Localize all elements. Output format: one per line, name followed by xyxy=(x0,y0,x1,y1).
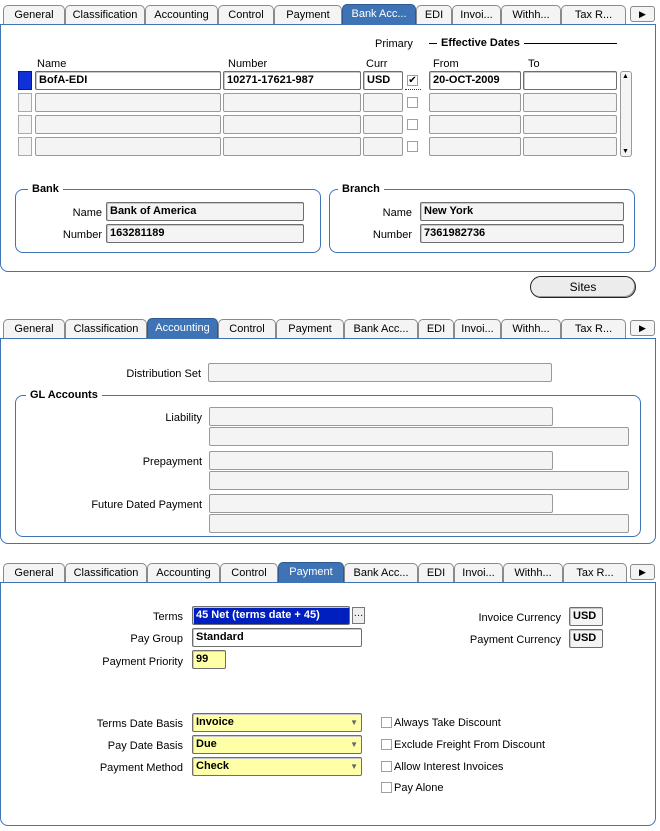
tab-withholding[interactable]: Withh... xyxy=(503,563,563,583)
gl-accounts-title: GL Accounts xyxy=(26,389,102,401)
ellipsis-icon[interactable]: … xyxy=(352,607,365,624)
tab-payment[interactable]: Payment xyxy=(276,319,344,339)
rows-scrollbar[interactable] xyxy=(620,71,632,157)
terms-field[interactable]: 45 Net (terms date + 45) xyxy=(192,606,350,625)
pay-alone-label: Pay Alone xyxy=(394,782,444,794)
terms-date-basis-select[interactable] xyxy=(192,713,362,732)
pay-date-basis-label: Pay Date Basis xyxy=(107,740,183,752)
branch-number-field[interactable]: 7361982736 xyxy=(420,224,624,243)
tab-scroll-right-icon[interactable]: ▶ xyxy=(630,320,655,336)
tab-control[interactable]: Control xyxy=(218,5,274,25)
liability-account-field[interactable] xyxy=(209,407,553,426)
invoice-currency-field[interactable]: USD xyxy=(569,607,603,626)
payment-currency-label: Payment Currency xyxy=(469,634,561,646)
always-take-discount-checkbox[interactable] xyxy=(381,717,392,728)
future-dated-payment-field[interactable] xyxy=(209,494,553,513)
bank-account-number-field[interactable] xyxy=(223,115,361,134)
payment-method-label: Payment Method xyxy=(99,762,183,774)
tab-invoice[interactable]: Invoi... xyxy=(454,319,501,339)
primary-checkbox[interactable] xyxy=(407,97,418,108)
branch-group xyxy=(329,183,635,253)
tab-bank-accounts[interactable]: Bank Acc... xyxy=(342,4,416,25)
pay-alone-checkbox[interactable] xyxy=(381,782,392,793)
sites-button[interactable] xyxy=(530,276,636,298)
scroll-down-icon[interactable]: ▼ xyxy=(622,148,629,155)
tab-withholding[interactable]: Withh... xyxy=(501,319,561,339)
bank-account-name-field[interactable] xyxy=(35,115,221,134)
pay-date-basis-value: Due xyxy=(196,738,217,750)
tab-bank-accounts[interactable]: Bank Acc... xyxy=(344,563,418,583)
bank-account-number-field[interactable]: 10271-17621-987 xyxy=(223,71,361,90)
bank-group xyxy=(15,183,321,253)
tab-classification[interactable]: Classification xyxy=(65,563,147,583)
liability-label: Liability xyxy=(165,412,202,424)
tab-control[interactable]: Control xyxy=(218,319,276,339)
allow-interest-label: Allow Interest Invoices xyxy=(394,761,504,773)
tab-withholding[interactable]: Withh... xyxy=(501,5,561,25)
effective-dates-header: Effective Dates xyxy=(437,37,524,49)
bank-account-name-field[interactable] xyxy=(35,93,221,112)
payment-method-value: Check xyxy=(196,760,230,772)
row-indicator[interactable] xyxy=(18,115,32,134)
bank-account-number-field[interactable] xyxy=(223,137,361,156)
tab-control[interactable]: Control xyxy=(220,563,278,583)
always-take-discount-label: Always Take Discount xyxy=(394,717,501,729)
bank-accounts-panel xyxy=(0,24,656,272)
sites-button-label: Sites xyxy=(569,280,597,294)
tab-accounting[interactable]: Accounting xyxy=(147,318,218,339)
payment-currency-field[interactable]: USD xyxy=(569,629,603,648)
bank-name-label: Name xyxy=(72,207,102,219)
primary-checkbox[interactable] xyxy=(407,119,418,130)
effective-from-field[interactable] xyxy=(429,115,521,134)
bank-account-number-field[interactable] xyxy=(223,93,361,112)
bank-number-label: Number xyxy=(62,229,102,241)
gl-accounts-group xyxy=(15,389,641,537)
tab-payment[interactable]: Payment xyxy=(274,5,342,25)
row-indicator[interactable] xyxy=(18,93,32,112)
tab-tax-reporting[interactable]: Tax R... xyxy=(563,563,627,583)
effective-from-field[interactable] xyxy=(429,137,521,156)
tab-bank-accounts[interactable]: Bank Acc... xyxy=(344,319,418,339)
distribution-set-label: Distribution Set xyxy=(126,368,201,380)
accounting-panel xyxy=(0,338,656,544)
branch-name-field[interactable]: New York xyxy=(420,202,624,221)
future-dated-description-field xyxy=(209,514,629,533)
tab-accounting[interactable]: Accounting xyxy=(145,5,218,25)
primary-header: Primary xyxy=(375,38,413,50)
payment-method-select[interactable] xyxy=(192,757,362,776)
allow-interest-checkbox[interactable] xyxy=(381,761,392,772)
branch-number-label: Number xyxy=(372,229,412,241)
tab-tax-reporting[interactable]: Tax R... xyxy=(561,5,626,25)
effective-to-field[interactable] xyxy=(523,115,617,134)
primary-checkbox[interactable] xyxy=(407,141,418,152)
tab-edi[interactable]: EDI xyxy=(416,5,452,25)
currency-field[interactable] xyxy=(363,93,403,112)
future-dated-payment-label: Future Dated Payment xyxy=(91,499,202,511)
distribution-set-field[interactable] xyxy=(208,363,552,382)
tab-classification[interactable]: Classification xyxy=(65,319,147,339)
tab-classification[interactable]: Classification xyxy=(65,5,145,25)
tab-general[interactable]: General xyxy=(3,5,65,25)
invoice-currency-label: Invoice Currency xyxy=(478,612,561,624)
bank-group-title: Bank xyxy=(28,183,63,195)
tab-edi[interactable]: EDI xyxy=(418,319,454,339)
branch-group-title: Branch xyxy=(338,183,384,195)
tab-edi[interactable]: EDI xyxy=(418,563,454,583)
terms-date-basis-value: Invoice xyxy=(196,716,234,728)
payment-panel xyxy=(0,582,656,826)
currency-field[interactable] xyxy=(363,115,403,134)
pay-group-field[interactable]: Standard xyxy=(192,628,362,647)
bank-account-name-field[interactable]: BofA-EDI xyxy=(35,71,221,90)
currency-field[interactable]: USD xyxy=(363,71,403,90)
terms-label: Terms xyxy=(153,611,183,623)
row-indicator-current[interactable] xyxy=(18,71,32,90)
bank-account-name-field[interactable] xyxy=(35,137,221,156)
prepayment-account-field[interactable] xyxy=(209,451,553,470)
chevron-down-icon[interactable]: ▼ xyxy=(350,718,358,727)
chevron-down-icon[interactable]: ▼ xyxy=(350,762,358,771)
from-column-header: From xyxy=(433,58,459,70)
tabbar-accounting xyxy=(0,314,660,338)
tabbar-payment xyxy=(0,558,660,582)
tab-invoice[interactable]: Invoi... xyxy=(452,5,501,25)
effective-to-field[interactable] xyxy=(523,137,617,156)
primary-checkbox[interactable]: ✔ xyxy=(408,75,417,86)
bank-number-field[interactable]: 163281189 xyxy=(106,224,304,243)
effective-from-field[interactable] xyxy=(429,93,521,112)
tab-scroll-right-icon[interactable]: ▶ xyxy=(630,6,655,22)
tab-payment[interactable]: Payment xyxy=(278,562,344,583)
tab-accounting[interactable]: Accounting xyxy=(147,563,220,583)
terms-date-basis-label: Terms Date Basis xyxy=(96,718,183,730)
effective-to-field[interactable] xyxy=(523,93,617,112)
tab-scroll-right-icon[interactable]: ▶ xyxy=(630,564,655,580)
tab-invoice[interactable]: Invoi... xyxy=(454,563,503,583)
curr-column-header: Curr xyxy=(366,58,388,70)
number-column-header: Number xyxy=(228,58,268,70)
row-indicator[interactable] xyxy=(18,137,32,156)
to-column-header: To xyxy=(528,58,540,70)
liability-description-field xyxy=(209,427,629,446)
currency-field[interactable] xyxy=(363,137,403,156)
tab-tax-reporting[interactable]: Tax R... xyxy=(561,319,626,339)
scroll-up-icon[interactable]: ▲ xyxy=(622,73,629,80)
exclude-freight-label: Exclude Freight From Discount xyxy=(394,739,545,751)
tab-general[interactable]: General xyxy=(3,319,65,339)
pay-date-basis-select[interactable] xyxy=(192,735,362,754)
branch-name-label: Name xyxy=(382,207,412,219)
payment-priority-label: Payment Priority xyxy=(102,656,183,668)
effective-to-field[interactable] xyxy=(523,71,617,90)
effective-from-field[interactable]: 20-OCT-2009 xyxy=(429,71,521,90)
chevron-down-icon[interactable]: ▼ xyxy=(350,740,358,749)
payment-priority-field[interactable]: 99 xyxy=(192,650,226,669)
prepayment-label: Prepayment xyxy=(142,456,202,468)
bank-name-field[interactable]: Bank of America xyxy=(106,202,304,221)
name-column-header: Name xyxy=(37,58,67,70)
tabbar-bank xyxy=(0,0,660,24)
pay-group-label: Pay Group xyxy=(130,633,183,645)
exclude-freight-checkbox[interactable] xyxy=(381,739,392,750)
focus-indicator xyxy=(405,89,421,90)
prepayment-description-field xyxy=(209,471,629,490)
tab-general[interactable]: General xyxy=(3,563,65,583)
